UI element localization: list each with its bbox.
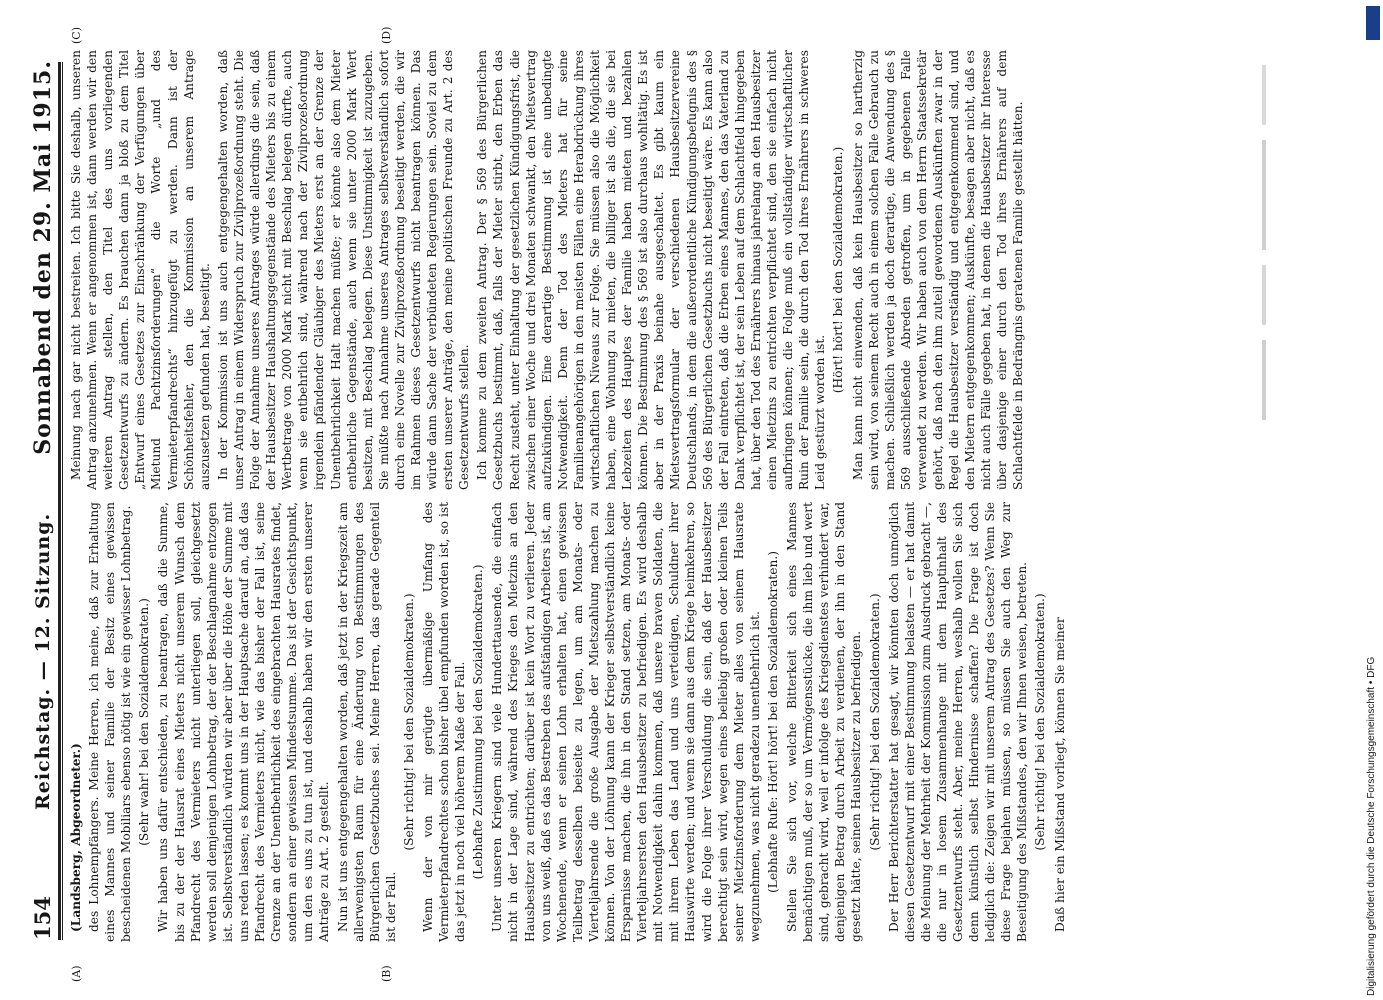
page-number: 154 xyxy=(30,896,55,940)
session-date: Sonnabend den 29. Mai 1915. xyxy=(30,60,56,455)
digitization-credit xyxy=(1366,6,1380,996)
margin-mark-a: (A) xyxy=(70,965,83,982)
text-column-left xyxy=(68,502,1067,942)
margin-mark-d: (D) xyxy=(380,26,393,44)
header-rule-thin xyxy=(62,62,63,940)
interjection: (Sehr wahr! bei den Sozialdemokraten.) xyxy=(137,598,152,846)
interjection: (Sehr richtig! bei den Sozialdemokraten.) xyxy=(1033,593,1048,851)
faint-footer-text xyxy=(1260,60,1268,420)
paragraph: In der Kommission ist uns auch entgegengehalten worden, daß unser Antrag in einem Widerspruch zur Zivilprozeßordnung steht. Die Folge der Annahme unseres Antrages würde allerdings die sein, daß der Hausbesitzer Haushaltungsgegenstände des Mieters bis zu einem Wertbetrage von 2000 Mark nicht mit Beschlag belegen dürfte, auch wenn sie entbehrlich sind, während nach der Zivilprozeßordnung irgendein pfändender Gläubiger des Mieters erst an der Grenze der Unentbehrlichkeit Halt machen müßte; er könnte also dem Mieter entbehrliche Gegenstände, auch wenn sie unter 2000 Mark Wert besitzen, mit Beschlag belegen. Diese Unstimmigkeit ist zuzugeben. Sie müßte nach Annahme unseres Antrages selbstverständlich sofort durch eine Novelle zur Zivilprozeßordnung beseitigt werden, die wir im Rahmen dieses Gesetzentwurfs nicht beantragen können. Das würde dann Sache der verbündeten Regierungen sein. Soviel zu dem ersten unserer Anträge, den meine politischen Freunde zu Art. 2 des Gesetzentwurfs stellen. xyxy=(215,50,472,490)
running-title: Reichstag. — 12. Sitzung. xyxy=(32,512,54,810)
interjection: (Hört! hört! bei den Sozialdemokraten.) xyxy=(831,146,846,394)
paragraph: Nun ist uns entgegengehalten worden, daß jetzt in der Kriegszeit am allerwenigsten Raum für eine Änderung von Bestimmungen des Bürgerlichen Gesetzbuches sei. Meine Herren, das gerade Gegenteil ist der Fall. xyxy=(335,502,398,942)
digitization-credit-text: Digitalisierung gefördert durch die Deutsche Forschungsgemeinschaft • DFG xyxy=(1366,656,1377,996)
paragraph: Wenn der von mir gerügte übermäßige Umfang des Vermieterpfandrechtes schon bisher übel empfunden worden ist, so ist das jetzt in noch viel höherem Maße der Fall. xyxy=(420,502,468,942)
speaker-name: (Landsberg, Abgeordneter.) xyxy=(69,743,83,932)
paragraph: Wir haben uns dafür entschieden, zu beantragen, daß die Summe, bis zu der der Hausrat eines Mieters nicht unserem Wunsch dem Pfandrecht des Vermieters nicht unterliegen soll, gleichgesetzt werden soll demjenigen Lohnbetrag, der der Beschlagnahme entzogen ist. Selbstverständlich würden wir aber über die Höhe der Summe mit uns reden lassen; es kommt uns in der Hauptsache darauf an, daß das Pfandrecht des Vermieters nicht, wie das bisher der Fall ist, seine Grenze an der Unentbehrlichkeit des eingebrachten Hausrates findet, sondern an einer gewissen Mindestsumme. Das ist der Gesichtspunkt, um den es uns zu tun ist, und deshalb haben wir den ersten unserer Anträge zu Art. 2 gestellt. xyxy=(156,502,332,942)
interjection: (Sehr richtig! bei den Sozialdemokraten.) xyxy=(867,593,882,851)
text-column-right xyxy=(68,50,1026,490)
margin-mark-b: (B) xyxy=(380,965,393,982)
interjection: (Lebhafte Rufe: Hört! hört! bei den Sozialdemokraten.) xyxy=(765,551,780,894)
paragraph: Stellen Sie sich vor, welche Bitterkeit sich eines Mannes bemächtigen muß, der so um Vermögensstücke, die ihm lieb und wert sind, gebracht wird, weil er infolge des Kriegsdienstes verhindert war, denjenigen Betrag durch Arbeit zu verdienen, der ihn in den Stand gesetzt hätte, seinen Hausbesitzer zu befriedigen. xyxy=(785,502,864,942)
interjection: (Sehr richtig! bei den Sozialdemokraten.) xyxy=(401,593,416,851)
paragraph: Ich komme zu dem zweiten Antrag. Der § 569 des Bürgerlichen Gesetzbuchs bestimmt, daß, falls der Mieter stirbt, den Erben das Recht zusteht, unter Einhaltung der gesetzlichen Kündigungsfrist, die zwischen einer Woche und drei Monaten schwankt, den Mietsvertrag aufzukündigen. Eine derartige Bestimmung ist eine unbedingte Notwendigkeit. Denn der Tod des Mieters hat für seine Familienangehörigen in den meisten Fällen eine Herabdrückung ihres wirtschaftlichen Niveaus zur Folge. Sie müssen also die Möglichkeit haben, eine Wohnung zu mieten, die billiger ist als die, die sie bei Lebzeiten des Hauptes der Familie haben mieten und bezahlen können. Die Bestimmung des § 569 ist also durchaus wohltätig. Es ist aber in der Praxis beinahe ausgeschaltet. Es gibt kaum ein Mietsvertragsformular der verschiedenen Hausbesitzervereine Deutschlands, in dem die außerordentliche Kündigungsbefugnis des § 569 des Bürgerlichen Gesetzbuchs nicht beseitigt wäre. Es kann also der Fall eintreten, daß die Erben eines Mannes, den das Vaterland zu Dank verpflichtet ist, der sein Leben auf dem Schlachtfeld hingegeben hat, über den Tod des Ernährers hinaus jahrelang an den Hausbesitzer einen Mietzins zu entrichten verpflichtet sind, den sie einfach nicht aufbringen können; die Folge muß ein vollständiger wirtschaftlicher Ruin der Familie sein, die durch den Tod ihres Ernährers in schweres Leid gestürzt worden ist. xyxy=(475,50,828,490)
paragraph: Daß hier ein Mißstand vorliegt, können Sie meiner xyxy=(1052,617,1067,932)
page-header xyxy=(18,60,62,940)
header-rule xyxy=(58,62,61,940)
paragraph: Der Herr Berichterstatter hat gesagt, wir könnten doch unmöglich diesen Gesetzentwurf mit einer Bestimmung belasten — er hat damit die Meinung der Mehrheit der Kommission zum Ausdruck gebracht —, die nur in losem Zusammenhange mit dem Hauptinhalt des Gesetzentwurfs steht. Aber, meine Herren, weshalb wollen Sie sich denn künstlich selbst Hindernisse schaffen? Die Frage ist doch lediglich die: Zeigen wir mit unserem Antrag des Gesetzes? Wenn Sie diese Frage bejahen müssen, so müssen Sie auch den Weg zur Beseitigung des Mißstandes, den wir Ihnen weisen, betreten. xyxy=(886,502,1030,942)
margin-mark-c: (C) xyxy=(70,27,83,44)
paragraph: des Lohnempfängers. Meine Herren, ich meine, daß zur Erhaltung eines Mannes und seiner Familie der Besitz eines gewissen bescheidenen Mobiliars ebenso nötig ist wie ein gewisser Lohnbetrag. xyxy=(87,502,134,942)
paragraph: Unter unseren Kriegern sind viele Hunderttausende, die einfach nicht in der Lage sind, während des Krieges den Mietzins an den Hausbesitzer zu entrichten; darüber ist kein Wort zu verlieren. Jeder von uns weiß, daß es das Bestreben des aufständigen Arbeiters ist, am Wochenende, wenn er seinen Lohn erhalten hat, einen gewissen Teilbetrag desselben beiseite zu legen, um am Monats- oder Vierteljahrsende die große Ausgabe der Mietszahlung machen zu können. Von der Löhnung kann der Krieger selbstverständlich keine Ersparnisse machen, die ihn in den Stand setzen, am Monats- oder Vierteljahrsersten den Hausbesitzer zu befriedigen. Es wird deshalb mit Notwendigkeit dahin kommen, daß unsere braven Soldaten, die mit ihrem Leben das Land und uns verteidigen, Schuldner ihrer Hauswirte werden; und wenn sie dann aus dem Kriege heimkehren, so wird die Folge ihrer Verschuldung die sein, daß der Hausbesitzer berechtigt sein wird, wegen eines beliebig großen oder kleinen Teils seiner Mietzinsforderung dem Mieter alles von seinem Hausrate wegzunehmen, was nicht geradezu unentbehrlich ist. xyxy=(490,502,762,942)
paragraph: Man kann nicht einwenden, daß kein Hausbesitzer so hartherzig sein wird, von seinem Recht auch in einem solchen Falle Gebrauch zu machen. Schließlich werden ja doch derartige, die Anwendung des § 569 ausschließende Abreden getroffen, um in gegebenen Falle verwendet zu werden. Wir haben auch von dem Herrn Staatssekretär gehört, daß nach den ihm zuteil gewordenen Auskünften zwar in der Regel die Hausbesitzer verständig und entgegenkommend sind, und den Mietern entgegenkommen; Auskünfte, besagen aber nicht, daß es nicht auch Fälle gegeben hat, in denen die Hausbesitzer ihr Interesse über dasjenige einer durch den Tod ihres Ernährers auf dem Schlachtfelde in Bedrängnis geratenen Familie gestellt hätten. xyxy=(850,50,1026,490)
interjection: (Lebhafte Zustimmung bei den Sozialdemokraten.) xyxy=(471,564,486,880)
paragraph: Meinung nach gar nicht bestreiten. Ich bitte Sie deshalb, unseren Antrag anzunehmen. Wenn er angenommen ist, dann werden wir den weiteren Antrag stellen, den Titel des uns vorliegenden Gesetzentwurfs zu ändern. Es brauchen dann ja bloß zu dem Titel „Entwurf eines Gesetzes zur Einschränkung der Verfügungen über Mietund Pachtzinsforderungen“ die Worte „und des Vermieterpfandrechts“ hinzugefügt zu werden. Dann ist der Schönheitsfehler, den die Kommission an unserem Antrage auszusetzen gefunden hat, beseitigt. xyxy=(69,50,212,490)
